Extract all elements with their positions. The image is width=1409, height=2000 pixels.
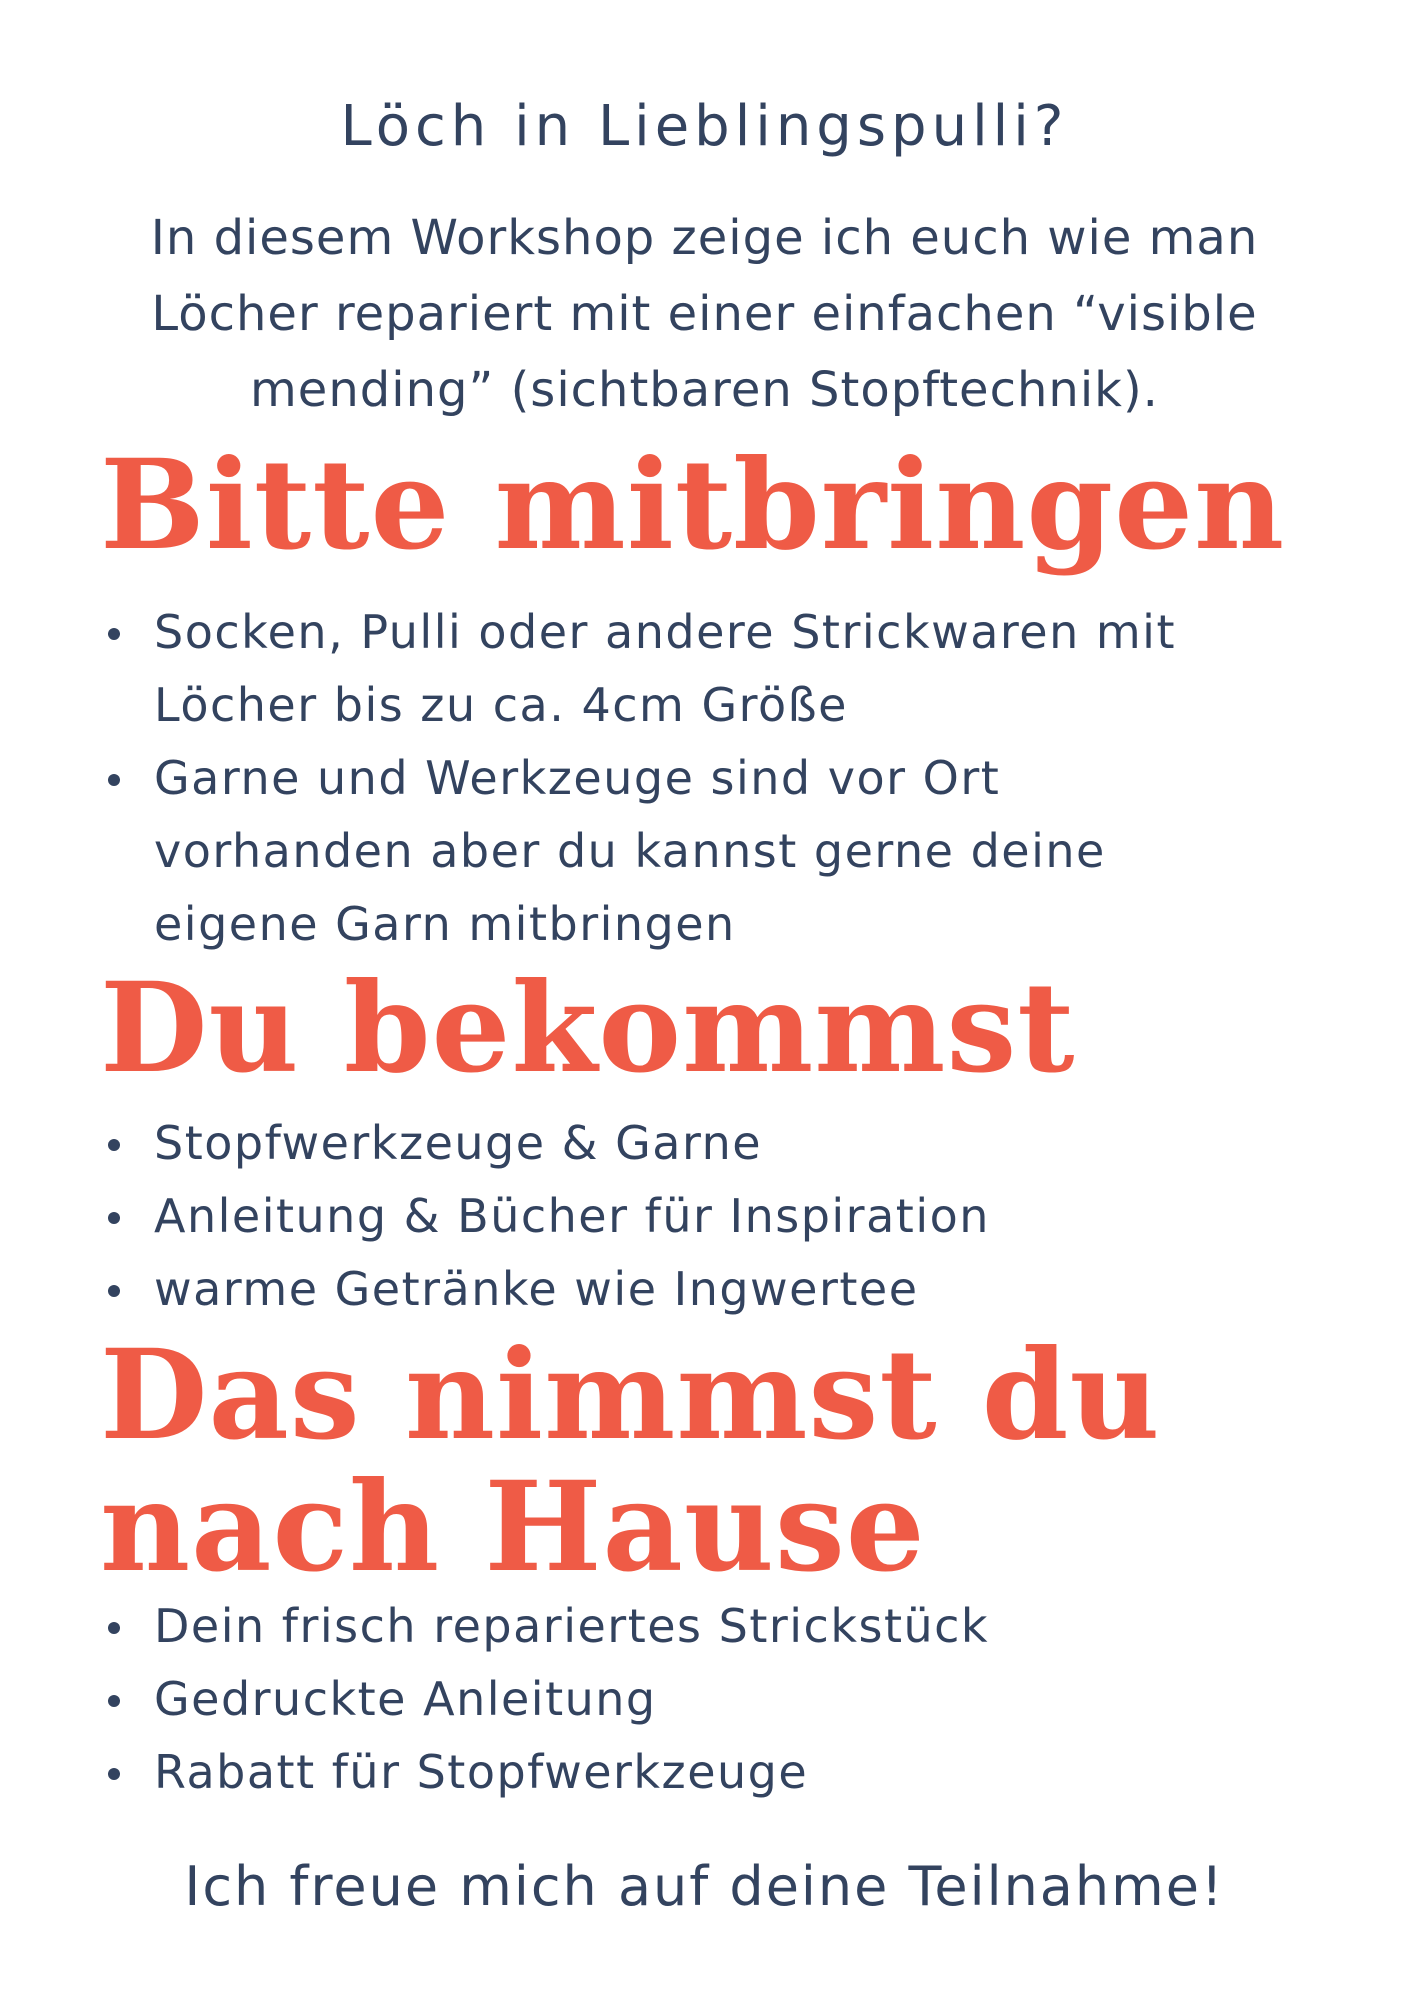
intro-paragraph — [40, 200, 1369, 428]
list-item-line: vorhanden aber du kannst gerne deine — [154, 824, 1106, 878]
intro-line: In diesem Workshop zeige ich euch wie man — [150, 210, 1259, 266]
list-item — [100, 596, 1176, 742]
list-item — [100, 1736, 989, 1809]
list-item — [100, 1107, 990, 1180]
list-item — [100, 1590, 989, 1663]
list-item — [100, 1180, 990, 1253]
bring-list — [100, 596, 1176, 961]
list-item — [100, 1253, 990, 1326]
closing-message: Ich freue mich auf deine Teilnahme! — [184, 1855, 1225, 1918]
section-heading-line: nach Hause — [100, 1455, 926, 1600]
list-item-line: Dein frisch repariertes Strickstück — [154, 1599, 990, 1653]
list-item — [100, 742, 1176, 961]
list-item-line: Gedruckte Anleitung — [154, 1672, 657, 1726]
section-heading-bring: Bitte mitbringen — [100, 433, 1286, 578]
list-item-line: Rabatt für Stopfwerkzeuge — [154, 1745, 809, 1799]
section-heading-take-home — [100, 1323, 1161, 1600]
list-item-line: Löcher bis zu ca. 4cm Größe — [154, 678, 848, 732]
intro-line: Löcher repariert mit einer einfachen “visible — [151, 286, 1258, 342]
list-item-line: Stopfwerkzeuge & Garne — [154, 1116, 763, 1170]
receive-list — [100, 1107, 990, 1326]
list-item-line: eigene Garn mitbringen — [154, 897, 736, 951]
list-item-line: Garne und Werkzeuge sind vor Ort — [154, 751, 1001, 805]
list-item-line: warme Getränke wie Ingwertee — [154, 1262, 919, 1316]
list-item-line: Socken, Pulli oder andere Strickwaren mit — [154, 605, 1176, 659]
section-heading-receive: Du bekommst — [100, 956, 1076, 1101]
page-title: Löch in Lieblingspulli? — [340, 94, 1069, 159]
list-item-line: Anleitung & Bücher für Inspiration — [154, 1189, 990, 1243]
section-heading-line: Das nimmst du — [100, 1323, 1161, 1468]
list-item — [100, 1663, 989, 1736]
intro-line: mending” (sichtbaren Stopftechnik). — [250, 362, 1159, 418]
take-home-list — [100, 1590, 989, 1809]
